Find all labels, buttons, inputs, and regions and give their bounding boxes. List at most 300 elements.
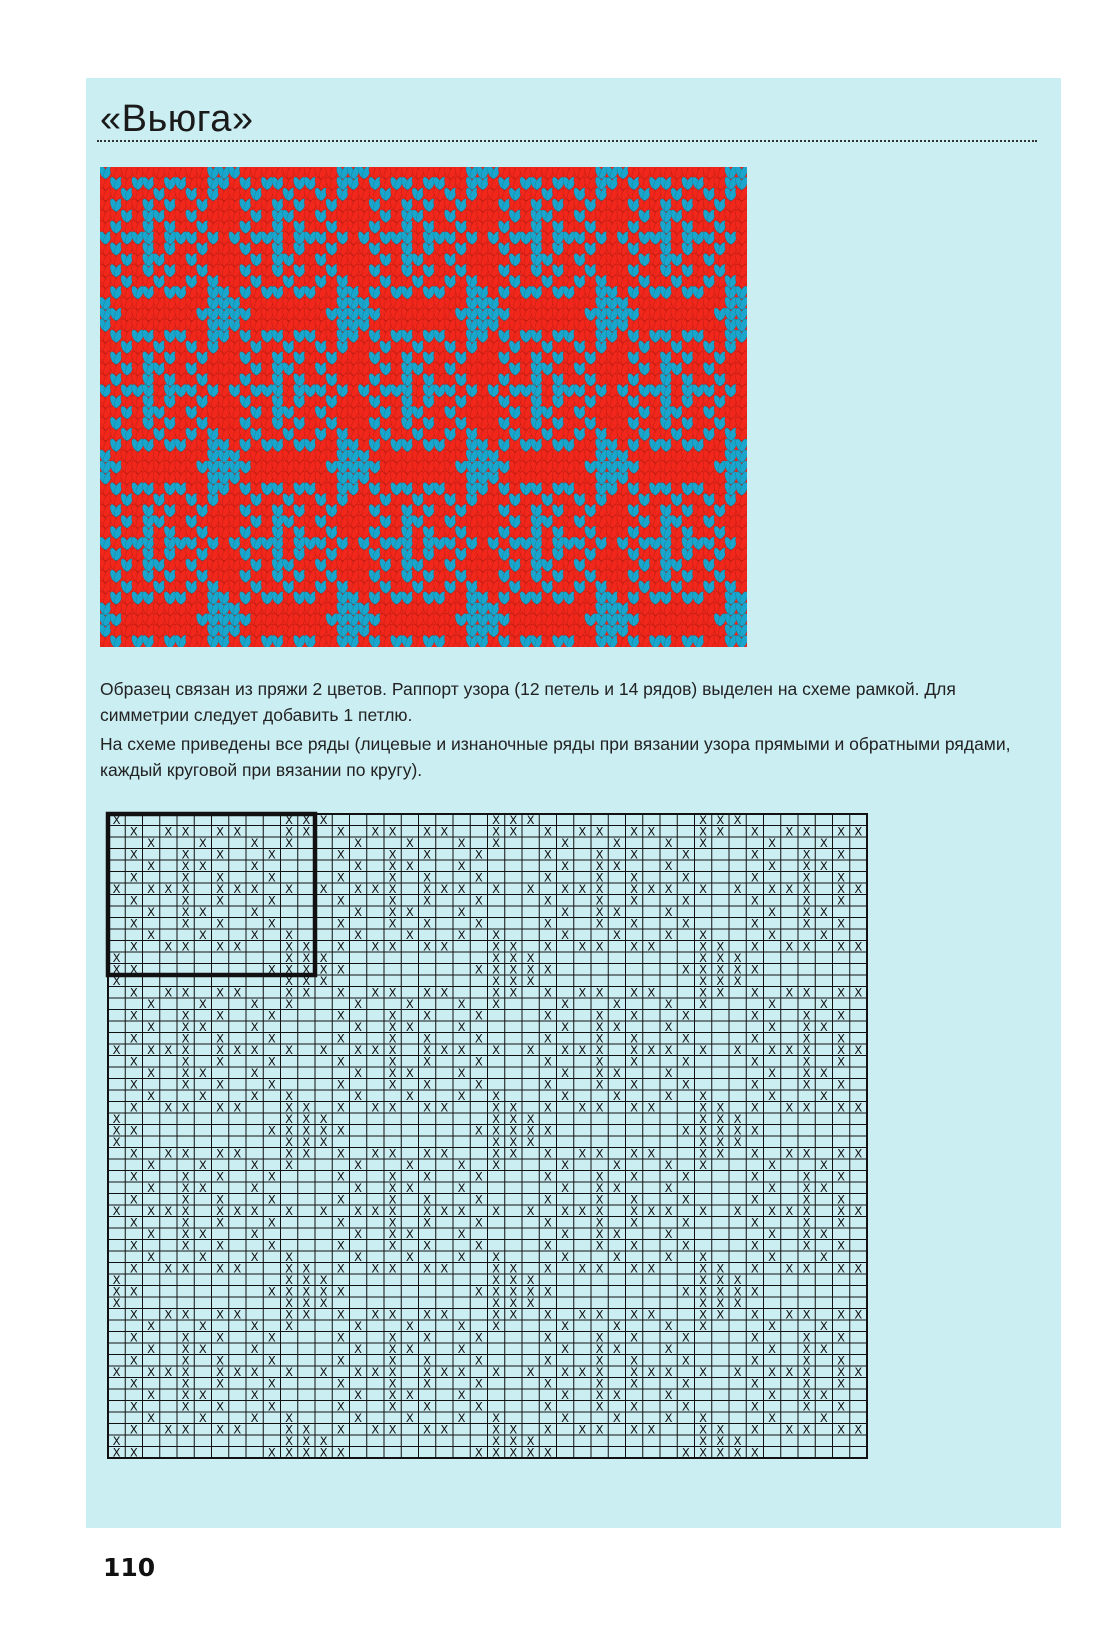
chart-stitch-symbol: X — [216, 1330, 225, 1345]
chart-stitch-symbol: X — [802, 1307, 811, 1322]
chart-stitch-symbol: X — [526, 812, 535, 827]
chart-stitch-symbol: X — [733, 1272, 742, 1287]
chart-stitch-symbol: X — [216, 1261, 225, 1276]
chart-stitch-symbol: X — [595, 939, 604, 954]
chart-stitch-symbol: X — [319, 1284, 328, 1299]
chart-stitch-symbol: X — [354, 1387, 363, 1402]
chart-stitch-symbol: X — [129, 1169, 138, 1184]
chart-stitch-symbol: X — [681, 1399, 690, 1414]
chart-stitch-symbol: X — [457, 996, 466, 1011]
chart-stitch-symbol: X — [630, 916, 639, 931]
chart-stitch-symbol: X — [681, 1238, 690, 1253]
chart-stitch-symbol: X — [716, 1422, 725, 1437]
chart-stitch-symbol: X — [664, 1249, 673, 1264]
chart-stitch-symbol: X — [336, 1445, 345, 1460]
chart-stitch-symbol: X — [561, 927, 570, 942]
chart-stitch-symbol: X — [699, 950, 708, 965]
chart-stitch-symbol: X — [526, 1272, 535, 1287]
chart-stitch-symbol: X — [423, 1146, 432, 1161]
chart-stitch-symbol: X — [509, 1134, 518, 1149]
chart-stitch-symbol: X — [216, 1364, 225, 1379]
chart-stitch-symbol: X — [457, 1341, 466, 1356]
chart-stitch-symbol: X — [509, 1295, 518, 1310]
chart-stitch-symbol: X — [233, 1146, 242, 1161]
chart-stitch-symbol: X — [474, 1123, 483, 1138]
chart-stitch-symbol: X — [474, 1054, 483, 1069]
chart-stitch-symbol: X — [336, 1238, 345, 1253]
chart-stitch-symbol: X — [129, 985, 138, 1000]
chart-stitch-symbol: X — [371, 1307, 380, 1322]
chart-stitch-symbol: X — [354, 1203, 363, 1218]
chart-stitch-symbol: X — [371, 824, 380, 839]
chart-stitch-symbol: X — [198, 1341, 207, 1356]
chart-stitch-symbol: X — [474, 870, 483, 885]
chart-stitch-symbol: X — [164, 1261, 173, 1276]
chart-stitch-symbol: X — [837, 1330, 846, 1345]
chart-stitch-symbol: X — [750, 1146, 759, 1161]
chart-stitch-symbol: X — [147, 1387, 156, 1402]
chart-stitch-symbol: X — [319, 1111, 328, 1126]
chart-stitch-symbol: X — [681, 1123, 690, 1138]
chart-stitch-symbol: X — [181, 858, 190, 873]
chart-stitch-symbol: X — [388, 1192, 397, 1207]
chart-stitch-symbol: X — [854, 1307, 863, 1322]
chart-stitch-symbol: X — [664, 1042, 673, 1057]
chart-stitch-symbol: X — [595, 1307, 604, 1322]
chart-stitch-symbol: X — [112, 812, 121, 827]
chart-stitch-symbol: X — [164, 939, 173, 954]
chart-stitch-symbol: X — [250, 1249, 259, 1264]
chart-stitch-symbol: X — [181, 1387, 190, 1402]
chart-stitch-symbol: X — [216, 1238, 225, 1253]
chart-stitch-symbol: X — [733, 1123, 742, 1138]
chart-stitch-symbol: X — [526, 1123, 535, 1138]
chart-stitch-symbol: X — [267, 893, 276, 908]
chart-stitch-symbol: X — [474, 1330, 483, 1345]
chart-stitch-symbol: X — [837, 881, 846, 896]
chart-stitch-symbol: X — [285, 835, 294, 850]
chart-stitch-symbol: X — [664, 904, 673, 919]
chart-stitch-symbol: X — [543, 1077, 552, 1092]
chart-stitch-symbol: X — [129, 1054, 138, 1069]
chart-stitch-symbol: X — [336, 1077, 345, 1092]
chart-stitch-symbol: X — [423, 1238, 432, 1253]
chart-stitch-symbol: X — [181, 824, 190, 839]
chart-stitch-symbol: X — [543, 893, 552, 908]
chart-stitch-symbol: X — [388, 1169, 397, 1184]
chart-stitch-symbol: X — [837, 893, 846, 908]
chart-stitch-symbol: X — [768, 881, 777, 896]
chart-stitch-symbol: X — [405, 1387, 414, 1402]
chart-stitch-symbol: X — [750, 1008, 759, 1023]
chart-stitch-symbol: X — [216, 1054, 225, 1069]
chart-stitch-symbol: X — [129, 1238, 138, 1253]
chart-stitch-symbol: X — [578, 1261, 587, 1276]
chart-stitch-symbol: X — [595, 1054, 604, 1069]
chart-stitch-symbol: X — [854, 1146, 863, 1161]
chart-stitch-symbol: X — [750, 847, 759, 862]
chart-stitch-symbol: X — [733, 1042, 742, 1057]
chart-stitch-symbol: X — [837, 1077, 846, 1092]
chart-stitch-symbol: X — [129, 847, 138, 862]
chart-stitch-symbol: X — [647, 1422, 656, 1437]
chart-stitch-symbol: X — [768, 1180, 777, 1195]
chart-stitch-symbol: X — [388, 1054, 397, 1069]
chart-stitch-symbol: X — [716, 973, 725, 988]
chart-stitch-symbol: X — [785, 985, 794, 1000]
chart-stitch-symbol: X — [181, 1376, 190, 1391]
chart-stitch-symbol: X — [354, 858, 363, 873]
chart-stitch-symbol: X — [733, 973, 742, 988]
chart-stitch-symbol: X — [492, 1318, 501, 1333]
chart-stitch-symbol: X — [319, 1295, 328, 1310]
chart-stitch-symbol: X — [250, 1157, 259, 1172]
chart-stitch-symbol: X — [630, 1215, 639, 1230]
chart-stitch-symbol: X — [423, 985, 432, 1000]
chart-stitch-symbol: X — [336, 1284, 345, 1299]
chart-stitch-symbol: X — [681, 1445, 690, 1460]
chart-stitch-symbol: X — [509, 1422, 518, 1437]
chart-stitch-symbol: X — [354, 835, 363, 850]
chart-stitch-symbol: X — [750, 1031, 759, 1046]
chart-stitch-symbol: X — [423, 824, 432, 839]
chart-stitch-symbol: X — [405, 1180, 414, 1195]
chart-stitch-symbol: X — [595, 1146, 604, 1161]
chart-stitch-symbol: X — [561, 904, 570, 919]
chart-stitch-symbol: X — [285, 824, 294, 839]
chart-stitch-symbol: X — [336, 1353, 345, 1368]
chart-stitch-symbol: X — [647, 824, 656, 839]
chart-stitch-symbol: X — [854, 1422, 863, 1437]
chart-stitch-symbol: X — [837, 985, 846, 1000]
chart-stitch-symbol: X — [336, 916, 345, 931]
chart-stitch-symbol: X — [612, 1019, 621, 1034]
chart-stitch-symbol: X — [543, 985, 552, 1000]
chart-stitch-symbol: X — [302, 950, 311, 965]
chart-stitch-symbol: X — [354, 927, 363, 942]
chart-stitch-symbol: X — [681, 893, 690, 908]
chart-stitch-symbol: X — [267, 1238, 276, 1253]
chart-stitch-symbol: X — [716, 1100, 725, 1115]
chart-stitch-symbol: X — [250, 835, 259, 850]
chart-stitch-symbol: X — [837, 939, 846, 954]
chart-stitch-symbol: X — [302, 1111, 311, 1126]
chart-stitch-symbol: X — [336, 1422, 345, 1437]
chart-stitch-symbol: X — [750, 1445, 759, 1460]
chart-stitch-symbol: X — [267, 1399, 276, 1414]
chart-stitch-symbol: X — [595, 985, 604, 1000]
chart-stitch-symbol: X — [319, 1364, 328, 1379]
chart-stitch-symbol: X — [285, 1111, 294, 1126]
chart-stitch-symbol: X — [785, 1261, 794, 1276]
chart-stitch-symbol: X — [388, 1019, 397, 1034]
chart-stitch-symbol: X — [595, 1215, 604, 1230]
chart-stitch-symbol: X — [699, 1433, 708, 1448]
chart-stitch-symbol: X — [285, 812, 294, 827]
chart-stitch-symbol: X — [716, 824, 725, 839]
chart-stitch-symbol: X — [216, 916, 225, 931]
chart-stitch-symbol: X — [750, 1054, 759, 1069]
chart-stitch-symbol: X — [509, 812, 518, 827]
chart-stitch-symbol: X — [492, 1410, 501, 1425]
chart-stitch-symbol: X — [716, 962, 725, 977]
chart-stitch-symbol: X — [716, 1284, 725, 1299]
chart-stitch-symbol: X — [802, 904, 811, 919]
chart-stitch-symbol: X — [802, 1261, 811, 1276]
chart-stitch-symbol: X — [750, 1192, 759, 1207]
chart-stitch-symbol: X — [802, 1019, 811, 1034]
chart-stitch-symbol: X — [405, 927, 414, 942]
chart-stitch-symbol: X — [509, 1307, 518, 1322]
chart-stitch-symbol: X — [129, 870, 138, 885]
chart-stitch-symbol: X — [354, 1410, 363, 1425]
chart-stitch-symbol: X — [233, 1100, 242, 1115]
chart-stitch-symbol: X — [716, 1146, 725, 1161]
chart-stitch-symbol: X — [837, 847, 846, 862]
chart-stitch-symbol: X — [630, 870, 639, 885]
chart-stitch-symbol: X — [147, 1410, 156, 1425]
chart-stitch-symbol: X — [819, 1226, 828, 1241]
chart-stitch-symbol: X — [595, 1008, 604, 1023]
chart-stitch-symbol: X — [716, 950, 725, 965]
chart-stitch-symbol: X — [388, 1364, 397, 1379]
chart-stitch-symbol: X — [750, 870, 759, 885]
chart-stitch-symbol: X — [198, 835, 207, 850]
chart-stitch-symbol: X — [474, 1008, 483, 1023]
description-paragraph-2: На схеме приведены все ряды (лицевые и изнаночные ряды при вязании узора прямыми и обратными рядами, каждый круговой при вязании по кругу). — [100, 734, 1011, 780]
chart-stitch-symbol: X — [302, 939, 311, 954]
chart-stitch-symbol: X — [595, 1341, 604, 1356]
chart-stitch-symbol: X — [371, 939, 380, 954]
chart-stitch-symbol: X — [802, 1238, 811, 1253]
chart-stitch-symbol: X — [181, 985, 190, 1000]
chart-stitch-symbol: X — [147, 1065, 156, 1080]
chart-stitch-symbol: X — [216, 1353, 225, 1368]
chart-stitch-symbol: X — [198, 1065, 207, 1080]
chart-stitch-symbol: X — [561, 1226, 570, 1241]
chart-stitch-symbol: X — [612, 858, 621, 873]
chart-stitch-symbol: X — [302, 1123, 311, 1138]
chart-stitch-symbol: X — [647, 881, 656, 896]
chart-stitch-symbol: X — [388, 985, 397, 1000]
chart-stitch-symbol: X — [250, 1180, 259, 1195]
chart-stitch-symbol: X — [147, 1019, 156, 1034]
chart-stitch-symbol: X — [543, 1123, 552, 1138]
chart-stitch-symbol: X — [819, 1180, 828, 1195]
chart-stitch-symbol: X — [336, 1192, 345, 1207]
chart-stitch-symbol: X — [543, 870, 552, 885]
chart-stitch-symbol: X — [336, 847, 345, 862]
chart-stitch-symbol: X — [647, 1042, 656, 1057]
chart-stitch-symbol: X — [336, 893, 345, 908]
chart-stitch-symbol: X — [578, 1422, 587, 1437]
chart-stitch-symbol: X — [336, 1146, 345, 1161]
chart-stitch-symbol: X — [837, 1307, 846, 1322]
chart-stitch-symbol: X — [388, 858, 397, 873]
chart-stitch-symbol: X — [388, 916, 397, 931]
chart-stitch-symbol: X — [716, 1134, 725, 1149]
chart-stitch-symbol: X — [647, 1100, 656, 1115]
chart-stitch-symbol: X — [768, 1019, 777, 1034]
chart-stitch-symbol: X — [474, 1284, 483, 1299]
chart-stitch-symbol: X — [129, 962, 138, 977]
chart-stitch-symbol: X — [336, 1307, 345, 1322]
chart-stitch-symbol: X — [474, 1445, 483, 1460]
chart-stitch-symbol: X — [543, 1031, 552, 1046]
chart-stitch-symbol: X — [681, 1008, 690, 1023]
chart-stitch-symbol: X — [837, 1042, 846, 1057]
chart-stitch-symbol: X — [198, 1226, 207, 1241]
chart-stitch-symbol: X — [492, 973, 501, 988]
chart-stitch-symbol: X — [423, 1422, 432, 1437]
chart-stitch-symbol: X — [336, 1100, 345, 1115]
chart-stitch-symbol: X — [147, 1042, 156, 1057]
chart-stitch-symbol: X — [474, 1353, 483, 1368]
chart-stitch-symbol: X — [285, 1272, 294, 1287]
chart-stitch-symbol: X — [509, 1433, 518, 1448]
chart-stitch-symbol: X — [181, 1054, 190, 1069]
chart-stitch-symbol: X — [681, 1169, 690, 1184]
chart-stitch-symbol: X — [647, 1146, 656, 1161]
chart-stitch-symbol: X — [543, 1445, 552, 1460]
chart-stitch-symbol: X — [285, 962, 294, 977]
chart-stitch-symbol: X — [371, 1422, 380, 1437]
chart-stitch-symbol: X — [181, 1330, 190, 1345]
chart-stitch-symbol: X — [423, 1054, 432, 1069]
chart-stitch-symbol: X — [285, 1134, 294, 1149]
chart-stitch-symbol: X — [354, 904, 363, 919]
chart-stitch-symbol: X — [474, 1376, 483, 1391]
chart-stitch-symbol: X — [250, 1341, 259, 1356]
chart-stitch-symbol: X — [233, 1307, 242, 1322]
chart-stitch-symbol: X — [492, 1134, 501, 1149]
chart-stitch-symbol: X — [354, 1364, 363, 1379]
chart-stitch-symbol: X — [319, 1042, 328, 1057]
chart-stitch-symbol: X — [181, 1077, 190, 1092]
chart-stitch-symbol: X — [164, 1307, 173, 1322]
chart-stitch-symbol: X — [595, 1353, 604, 1368]
chart-stitch-symbol: X — [664, 1203, 673, 1218]
chart-stitch-symbol: X — [543, 939, 552, 954]
chart-stitch-symbol: X — [147, 1341, 156, 1356]
chart-stitch-symbol: X — [699, 1042, 708, 1057]
chart-stitch-symbol: X — [854, 881, 863, 896]
chart-stitch-symbol: X — [181, 1100, 190, 1115]
chart-stitch-symbol: X — [388, 1261, 397, 1276]
chart-stitch-symbol: X — [768, 1364, 777, 1379]
chart-stitch-symbol: X — [285, 1307, 294, 1322]
chart-stitch-symbol: X — [440, 1261, 449, 1276]
chart-stitch-symbol: X — [664, 881, 673, 896]
chart-stitch-symbol: X — [371, 1203, 380, 1218]
chart-stitch-symbol: X — [630, 1042, 639, 1057]
chart-stitch-symbol: X — [112, 1295, 121, 1310]
chart-stitch-symbol: X — [802, 893, 811, 908]
chart-stitch-symbol: X — [837, 1100, 846, 1115]
chart-stitch-symbol: X — [371, 1100, 380, 1115]
chart-stitch-symbol: X — [802, 1054, 811, 1069]
chart-stitch-symbol: X — [129, 1422, 138, 1437]
chart-stitch-symbol: X — [181, 939, 190, 954]
chart-stitch-symbol: X — [216, 1169, 225, 1184]
chart-stitch-symbol: X — [681, 847, 690, 862]
chart-stitch-symbol: X — [216, 1008, 225, 1023]
chart-stitch-symbol: X — [819, 835, 828, 850]
chart-stitch-symbol: X — [129, 1100, 138, 1115]
chart-stitch-symbol: X — [750, 1123, 759, 1138]
chart-stitch-symbol: X — [336, 1330, 345, 1345]
chart-stitch-symbol: X — [233, 1203, 242, 1218]
chart-stitch-symbol: X — [285, 1123, 294, 1138]
chart-stitch-symbol: X — [267, 1169, 276, 1184]
chart-stitch-symbol: X — [336, 1054, 345, 1069]
chart-stitch-symbol: X — [699, 812, 708, 827]
chart-stitch-symbol: X — [595, 1422, 604, 1437]
chart-stitch-symbol: X — [129, 1192, 138, 1207]
chart-stitch-symbol: X — [699, 1364, 708, 1379]
chart-stitch-symbol: X — [802, 824, 811, 839]
chart-stitch-symbol: X — [492, 812, 501, 827]
chart-stitch-symbol: X — [285, 1100, 294, 1115]
chart-stitch-symbol: X — [457, 1088, 466, 1103]
chart-stitch-symbol: X — [216, 870, 225, 885]
chart-stitch-symbol: X — [233, 881, 242, 896]
chart-stitch-symbol: X — [129, 1008, 138, 1023]
chart-stitch-symbol: X — [457, 881, 466, 896]
chart-stitch-symbol: X — [492, 1157, 501, 1172]
chart-stitch-symbol: X — [802, 1353, 811, 1368]
chart-stitch-symbol: X — [129, 1353, 138, 1368]
chart-stitch-symbol: X — [181, 904, 190, 919]
chart-stitch-symbol: X — [181, 1353, 190, 1368]
chart-stitch-symbol: X — [699, 1295, 708, 1310]
chart-stitch-symbol: X — [837, 1364, 846, 1379]
chart-stitch-symbol: X — [630, 1238, 639, 1253]
chart-stitch-symbol: X — [181, 1215, 190, 1230]
chart-stitch-symbol: X — [457, 1410, 466, 1425]
chart-stitch-symbol: X — [509, 1445, 518, 1460]
chart-stitch-symbol: X — [440, 881, 449, 896]
chart-stitch-symbol: X — [388, 1042, 397, 1057]
chart-stitch-symbol: X — [147, 1180, 156, 1195]
chart-stitch-symbol: X — [716, 1295, 725, 1310]
chart-stitch-symbol: X — [250, 1226, 259, 1241]
chart-stitch-symbol: X — [837, 1215, 846, 1230]
chart-stitch-symbol: X — [474, 916, 483, 931]
chart-stitch-symbol: X — [267, 1054, 276, 1069]
chart-stitch-symbol: X — [405, 1065, 414, 1080]
chart-stitch-symbol: X — [664, 835, 673, 850]
chart-stitch-symbol: X — [147, 881, 156, 896]
chart-stitch-symbol: X — [647, 1203, 656, 1218]
chart-stitch-symbol: X — [388, 1399, 397, 1414]
chart-stitch-symbol: X — [492, 1364, 501, 1379]
chart-stitch-symbol: X — [543, 1353, 552, 1368]
chart-stitch-symbol: X — [630, 1376, 639, 1391]
chart-stitch-symbol: X — [595, 1100, 604, 1115]
chart-stitch-symbol: X — [630, 1422, 639, 1437]
chart-stitch-symbol: X — [733, 950, 742, 965]
chart-stitch-symbol: X — [474, 1238, 483, 1253]
chart-stitch-symbol: X — [819, 904, 828, 919]
chart-stitch-symbol: X — [181, 1364, 190, 1379]
chart-stitch-symbol: X — [285, 950, 294, 965]
chart-stitch-symbol: X — [526, 962, 535, 977]
chart-stitch-symbol: X — [216, 1422, 225, 1437]
chart-stitch-symbol: X — [457, 1019, 466, 1034]
chart-stitch-symbol: X — [802, 1422, 811, 1437]
chart-stitch-symbol: X — [267, 1215, 276, 1230]
